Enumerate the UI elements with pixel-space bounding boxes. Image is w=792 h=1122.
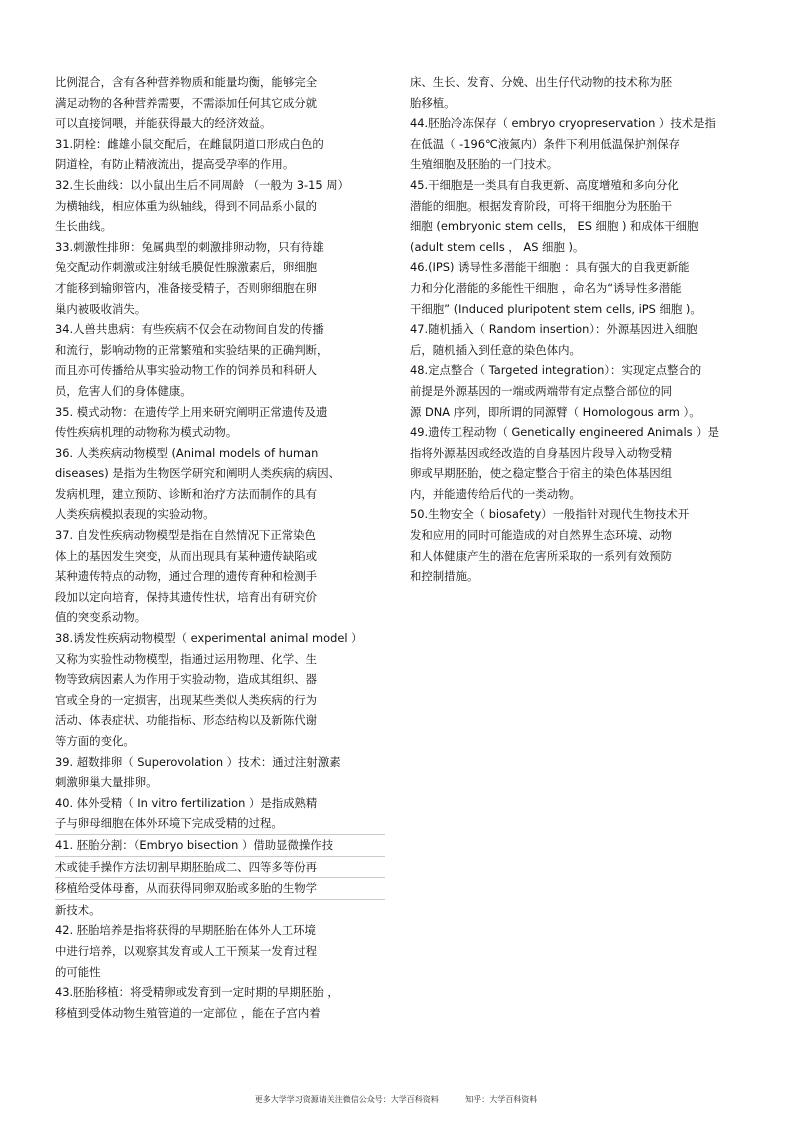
text-line: 干细胞” (Induced pluripotent stem cells, iPS 细胞 )。	[410, 301, 702, 316]
text-line: 体上的基因发生突变，从而出现具有某种遗传缺陷或	[55, 548, 317, 563]
text-line: 段加以定向培育，保持其遗传性状，培育出有研究价	[55, 589, 317, 604]
text-line: 卵或早期胚胎，使之稳定整合于宿主的染色体基因组	[410, 466, 672, 481]
term-44-line: 44.胚胎冷冻保存（ embryo cryopreservation ）技术是指	[410, 116, 716, 131]
term-35-line: 35. 模式动物：在遗传学上用来研究阐明正常遗传及遗	[55, 404, 328, 419]
text-line: 才能移到输卵管内，准备接受精子，否则卵细胞在卵	[55, 280, 317, 295]
text-line: 等方面的变化。	[55, 734, 135, 748]
text-line: 力和分化潜能的多能性干细胞 ，命名为“诱导性多潜能	[410, 280, 682, 295]
term-47-line: 47.随机插入（ Random insertion）：外源基因进入细胞	[410, 322, 698, 337]
text-line: 移植给受体母畜，从而获得同卵双胎或多胎的生物学	[55, 877, 385, 900]
text-line: 为横轴线，相应体重为纵轴线，得到不同品系小鼠的	[55, 198, 317, 213]
term-50-line: 50.生物安全（ biosafety）一般指针对现代生物技术开	[410, 507, 690, 522]
text-line: 源 DNA 序列，即所谓的同源臂（ Homologous arm ）。	[410, 404, 701, 419]
text-line: 巢内被吸收消失。	[55, 301, 147, 316]
text-line: 员，危害人们的身体健康。	[55, 383, 192, 398]
text-line: 发病机理，建立预防、诊断和治疗方法而制作的具有	[55, 486, 317, 501]
term-43-line: 43.胚胎移植：将受精卵或发育到一定时期的早期胚胎 ，	[55, 985, 339, 1000]
text-line: 生殖细胞及胚胎的一门技术。	[410, 157, 559, 172]
term-41-line: 41. 胚胎分割：（Embryo bisection ）借助显微操作技	[55, 834, 385, 856]
term-42-line: 42. 胚胎培养是指将获得的早期胚胎在体外人工环境	[55, 923, 316, 938]
term-39-line: 39. 超数排卵（ Superovolation ）技术：通过注射激素	[55, 754, 341, 769]
text-line: 新技术。	[55, 902, 101, 917]
text-line: 在低温（ -196℃液氮内）条件下利用低温保护剂保存	[410, 136, 681, 151]
text-line: 物等致病因素人为作用于实验动物，造成其组织、器	[55, 672, 317, 687]
text-line: diseases) 是指为生物医学研究和阐明人类疾病的病因、	[55, 466, 341, 481]
text-line: 的可能性	[55, 964, 101, 979]
text-line: 指将外源基因或经改造的自身基因片段导入动物受精	[410, 445, 672, 460]
text-line: 细胞 (embryonic stem cells， ES 细胞 ) 和成体干细胞	[410, 219, 699, 234]
text-line: 人类疾病模拟表现的实验动物。	[55, 507, 215, 522]
text-line: 后，随机插入到任意的染色体内。	[410, 342, 581, 357]
term-49-line: 49.遗传工程动物（ Genetically engineered Animals ）是	[410, 425, 719, 440]
text-line: 活动、体表症状、功能指标、形态结构以及新陈代谢	[55, 713, 317, 728]
text-line: 中进行培养，以观察其发育或人工干预某一发育过程	[55, 943, 317, 958]
term-38-line: 38.诱发性疾病动物模型（ experimental animal model ）	[55, 631, 363, 646]
text-line: 又称为实验性动物模型，指通过运用物理、化学、生	[55, 651, 317, 666]
text-line: 移植到受体动物生殖管道的一定部位 ，能在子宫内着	[55, 1005, 321, 1020]
text-line: 值的突变系动物。	[55, 610, 147, 625]
term-31-line: 31.阴栓：雌雄小鼠交配后，在雌鼠阴道口形成白色的	[55, 136, 324, 151]
text-line: 潜能的细胞。根据发育阶段，可将干细胞分为胚胎干	[410, 198, 672, 213]
text-line: 刺激卵巢大量排卵。	[55, 775, 158, 790]
text-line: 官或全身的一定损害，出现某些类似人类疾病的行为	[55, 692, 317, 707]
text-line: 床、生长、发育、分娩、出生仔代动物的技术称为胚	[410, 75, 672, 89]
text-line: 术或徒手操作方法切割早期胚胎成二、四等多等份再	[55, 856, 385, 878]
text-line: 前提是外源基因的一端或两端带有定点整合部位的同	[410, 383, 672, 398]
term-34-line: 34.人兽共患病：有些疾病不仅会在动物间自发的传播	[55, 322, 324, 337]
text-line: 生长曲线。	[55, 219, 112, 234]
text-line: 胎移植。	[410, 95, 456, 110]
text-line: 而且亦可传播给从事实验动物工作的饲养员和科研人	[55, 363, 317, 378]
text-line: 可以直接饲喂，并能获得最大的经济效益。	[55, 116, 272, 131]
text-line: 比例混合，含有各种营养物质和能量均衡，能够完全	[55, 75, 317, 89]
text-line: 兔交配动作刺激或注射绒毛膜促性腺激素后，卵细胞	[55, 260, 317, 275]
text-line: 满足动物的各种营养需要，不需添加任何其它成分就	[55, 95, 317, 110]
text-line: 阴道栓，有防止精液流出，提高受孕率的作用。	[55, 157, 295, 172]
text-line: 某种遗传特点的动物，通过合理的遗传育种和检测手	[55, 569, 317, 584]
right-column	[410, 72, 740, 587]
term-37-line: 37. 自发性疾病动物模型是指在自然情况下正常染色	[55, 528, 316, 543]
term-33-line: 33.刺激性排卵：兔属典型的刺激排卵动物，只有待雄	[55, 239, 324, 254]
text-line: 和人体健康产生的潜在危害所采取的一系列有效预防	[410, 548, 672, 563]
text-line: 和流行，影响动物的正常繁殖和实验结果的正确判断，	[55, 342, 329, 357]
term-36-line: 36. 人类疾病动物模型 (Animal models of human	[55, 445, 319, 460]
text-line: 传性疾病机理的动物称为模式动物。	[55, 425, 238, 440]
text-line: 和控制措施。	[410, 569, 479, 584]
text-line: 发和应用的同时可能造成的对自然界生态环境、动物	[410, 528, 672, 543]
footer-wechat-note: 更多大学学习资源请关注微信公众号：大学百科资料	[254, 1095, 439, 1104]
footer-zhihu-note: 知乎：大学百科资料	[465, 1095, 538, 1104]
text-line: 内，并能遗传给后代的一类动物。	[410, 486, 581, 501]
text-line: 子与卵母细胞在体外环境下完成受精的过程。	[55, 816, 283, 831]
page-footer	[0, 1094, 792, 1105]
left-column	[55, 72, 385, 1023]
text-line: (adult stem cells ， AS 细胞 )。	[410, 239, 585, 254]
term-32-line: 32.生长曲线：以小鼠出生后不同周龄 （一般为 3-15 周）	[55, 177, 350, 192]
term-46-line: 46.(IPS) 诱导性多潜能干细胞 ：具有强大的自我更新能	[410, 260, 690, 275]
term-45-line: 45.干细胞是一类具有自我更新、高度增殖和多向分化	[410, 177, 679, 192]
term-40-line: 40. 体外受精（ In vitro fertilization ）是指成熟精	[55, 795, 318, 810]
term-48-line: 48.定点整合（ Targeted integration）：实现定点整合的	[410, 363, 702, 378]
